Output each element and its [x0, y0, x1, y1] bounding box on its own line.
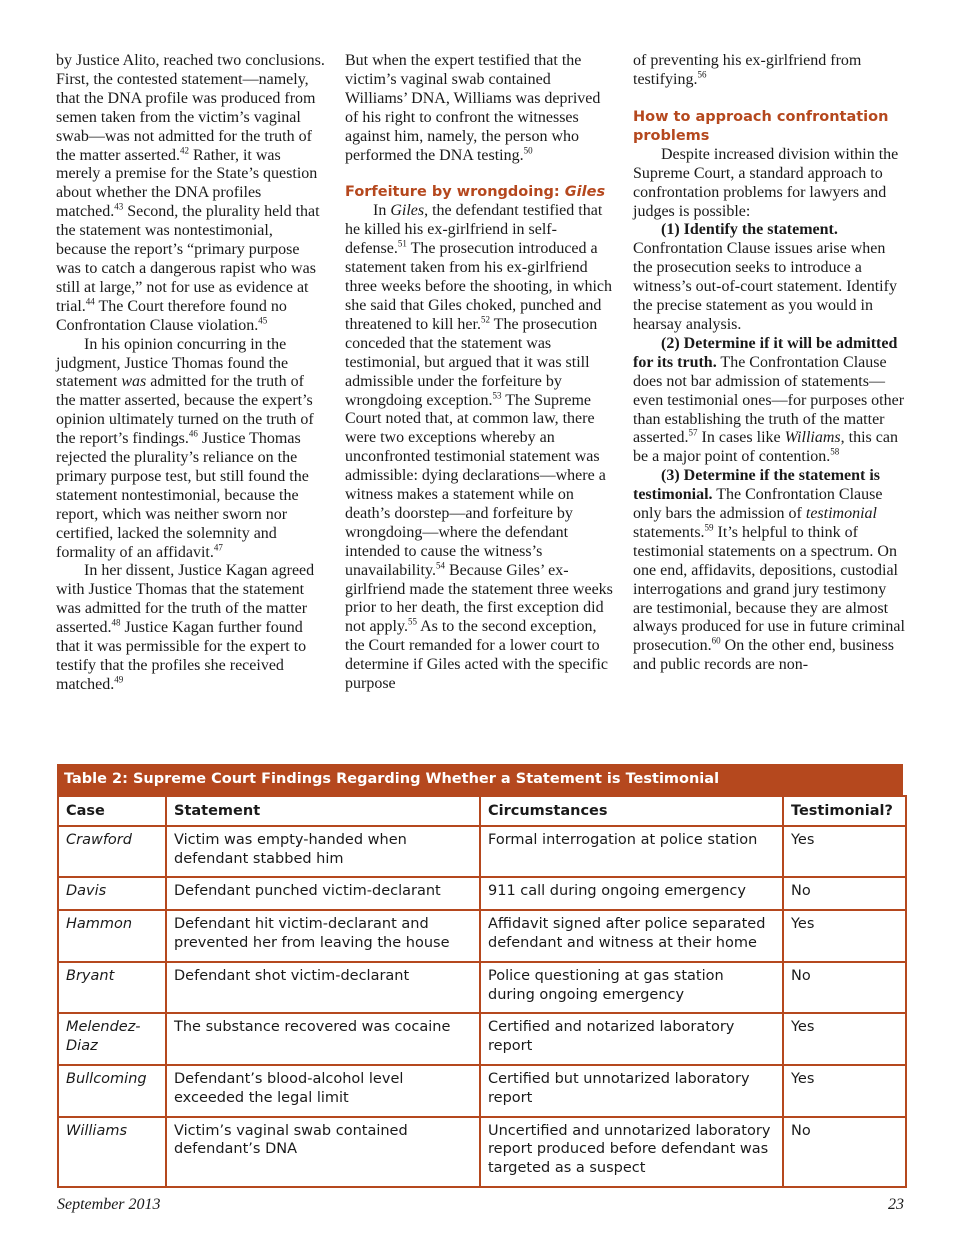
testimonial-cell: No — [783, 877, 906, 910]
testimonial-cell: No — [783, 1117, 906, 1187]
statement-cell: Defendant hit victim-declarant and prevented her from leaving the house — [166, 910, 480, 962]
findings-table-box — [57, 764, 903, 1188]
column-header-case: Case — [58, 796, 166, 826]
article-column-1 — [56, 52, 326, 695]
paragraph: (1) Identify the statement. Confrontation Clause issues arise when the prosecution seeks to introduce a witness’s out-of-court statement. Identify the precise statement as you would in hearsay analysis. — [633, 221, 897, 333]
paragraph: of preventing his ex-girlfriend from testifying.$^{56}$ — [633, 52, 862, 88]
statement-cell: Defendant shot victim-declarant — [166, 962, 480, 1014]
statement-cell: The substance recovered was cocaine — [166, 1013, 480, 1065]
testimonial-cell: Yes — [783, 910, 906, 962]
statement-cell: Defendant punched victim-declarant — [166, 877, 480, 910]
page-number: 23 — [888, 1196, 904, 1213]
testimonial-cell: Yes — [783, 1013, 906, 1065]
case-cell: Melendez-Diaz — [58, 1013, 166, 1065]
table-row — [58, 877, 906, 910]
table-row — [58, 962, 906, 1014]
section-heading: Forfeiture by wrongdoing: Giles — [345, 184, 606, 201]
paragraph: In his opinion concurring in the judgment, Justice Thomas found the statement was admitted for the truth of the matter asserted, because the expert’s opinion ultimately turned on the truth of the report’s findings.$^{46}$ Justice Thomas rejected the plurality’s reliance on the primary purpose test, but still found the statement nontestimonial, because the report, which was neither sworn nor certified, lacked the solemnity and formality of an affidavit.$^{47}$ — [56, 335, 314, 561]
circumstances-cell: Affidavit signed after police separated defendant and witness at their home — [480, 910, 783, 962]
case-cell: Crawford — [58, 826, 166, 878]
table-row — [58, 826, 906, 878]
case-cell: Bryant — [58, 962, 166, 1014]
case-cell: Hammon — [58, 910, 166, 962]
circumstances-cell: Formal interrogation at police station — [480, 826, 783, 878]
column-header-testimonial: Testimonial? — [783, 796, 906, 826]
paragraph: (3) Determine if the statement is testimonial. The Confrontation Clause only bars the admission of testimonial statements.$^{59}$ It’s helpful to think of testimonial statements on a spectrum. On one end, affidavits, depositions, custodial interrogations and grand jury testimony are testimonial, because they are almost always produced for use in future criminal prosecution.$^{60}$ On the other end, business and public records are non- — [633, 467, 905, 674]
testimonial-cell: Yes — [783, 1065, 906, 1117]
testimonial-cell: Yes — [783, 826, 906, 878]
testimonial-cell: No — [783, 962, 906, 1014]
paragraph: (2) Determine if it will be admitted for its truth. The Confrontation Clause does not bar admission of statements—even testimonial ones—for purposes other than establishing the truth of the matter asserted.$^{57}$ In cases like Williams, this can be a major point of contention.$^{58}$ — [633, 334, 905, 466]
table-row — [58, 910, 906, 962]
issue-date: September 2013 — [57, 1196, 161, 1213]
column-header-statement: Statement — [166, 796, 480, 826]
circumstances-cell: Certified and notarized laboratory report — [480, 1013, 783, 1065]
paragraph: In her dissent, Justice Kagan agreed with Justice Thomas that the statement was admitted for the truth of the matter asserted.$^{48}$ Justice Kagan further found that it was permissible for the expert to testify that the profiles she received matched.$^{49}$ — [56, 562, 315, 693]
case-cell: Williams — [58, 1117, 166, 1187]
circumstances-cell: Uncertified and unnotarized laboratory report produced before defendant was targeted as a suspect — [480, 1117, 783, 1187]
statement-cell: Victim was empty-handed when defendant stabbed him — [166, 826, 480, 878]
paragraph: Despite increased division within the Supreme Court, a standard approach to confrontation problems for lawyers and judges is possible: — [633, 145, 899, 220]
paragraph: by Justice Alito, reached two conclusions. First, the contested statement—namely, that the DNA profile was produced from semen taken from the victim’s vaginal swab—was not admitted for the truth of the matter asserted.$^{42}$ Rather, it was merely a premise for the State’s question about whether the DNA profiles matched.$^{43}$ Second, the plurality held that the statement was nontestimonial, because the report’s “primary purpose was to catch a dangerous rapist who was still at large,” not for use as evidence at trial.$^{44}$ The Court therefore found no Confrontation Clause violation.$^{45}$ — [56, 52, 325, 334]
findings-table — [57, 795, 907, 1188]
statement-cell: Victim’s vaginal swab contained defendant’s DNA — [166, 1117, 480, 1187]
table-header-row — [58, 796, 906, 826]
column-header-circumstances: Circumstances — [480, 796, 783, 826]
table-row — [58, 1117, 906, 1187]
circumstances-cell: 911 call during ongoing emergency — [480, 877, 783, 910]
paragraph: In Giles, the defendant testified that he killed his ex-girlfriend in self-defense.$^{51}$ The prosecution introduced a statement taken from his ex-girlfriend three weeks before the shooting, in which she said that Giles choked, punched and threatened to kill her.$^{52}$ The prosecution conceded that the statement was testimonial, but argued that it was still admissible under the forfeiture by wrongdoing exception.$^{53}$ The Supreme Court noted that, at common law, there were two exceptions whereby an unconfronted testimonial statement was admissible: dying declarations—where a witness makes a statement while on death’s doorstep—and forfeiture by wrongdoing—where the defendant intended to cause the witness’s unavailability.$^{54}$ Because Giles’ ex-girlfriend made the statement three weeks prior to her death, the first exception did not apply.$^{55}$ As to the second exception, the Court remanded for a lower court to determine if Giles acted with the specific purpose — [345, 202, 613, 693]
paragraph: But when the expert testified that the victim’s vaginal swab contained Williams’ DNA, Williams was deprived of his right to confront the witnesses against him, namely, the person who performed the DNA testing.$^{50}$ — [345, 52, 601, 164]
circumstances-cell: Police questioning at gas station during ongoing emergency — [480, 962, 783, 1014]
section-heading: How to approach confrontation problems — [633, 108, 889, 144]
table-row — [58, 1013, 906, 1065]
case-cell: Bullcoming — [58, 1065, 166, 1117]
case-cell: Davis — [58, 877, 166, 910]
article-column-3 — [633, 52, 905, 675]
table-row — [58, 1065, 906, 1117]
table-title: Table 2: Supreme Court Findings Regarding Whether a Statement is Testimonial — [57, 764, 903, 795]
circumstances-cell: Certified but unnotarized laboratory report — [480, 1065, 783, 1117]
article-column-2 — [345, 52, 615, 694]
statement-cell: Defendant’s blood-alcohol level exceeded the legal limit — [166, 1065, 480, 1117]
